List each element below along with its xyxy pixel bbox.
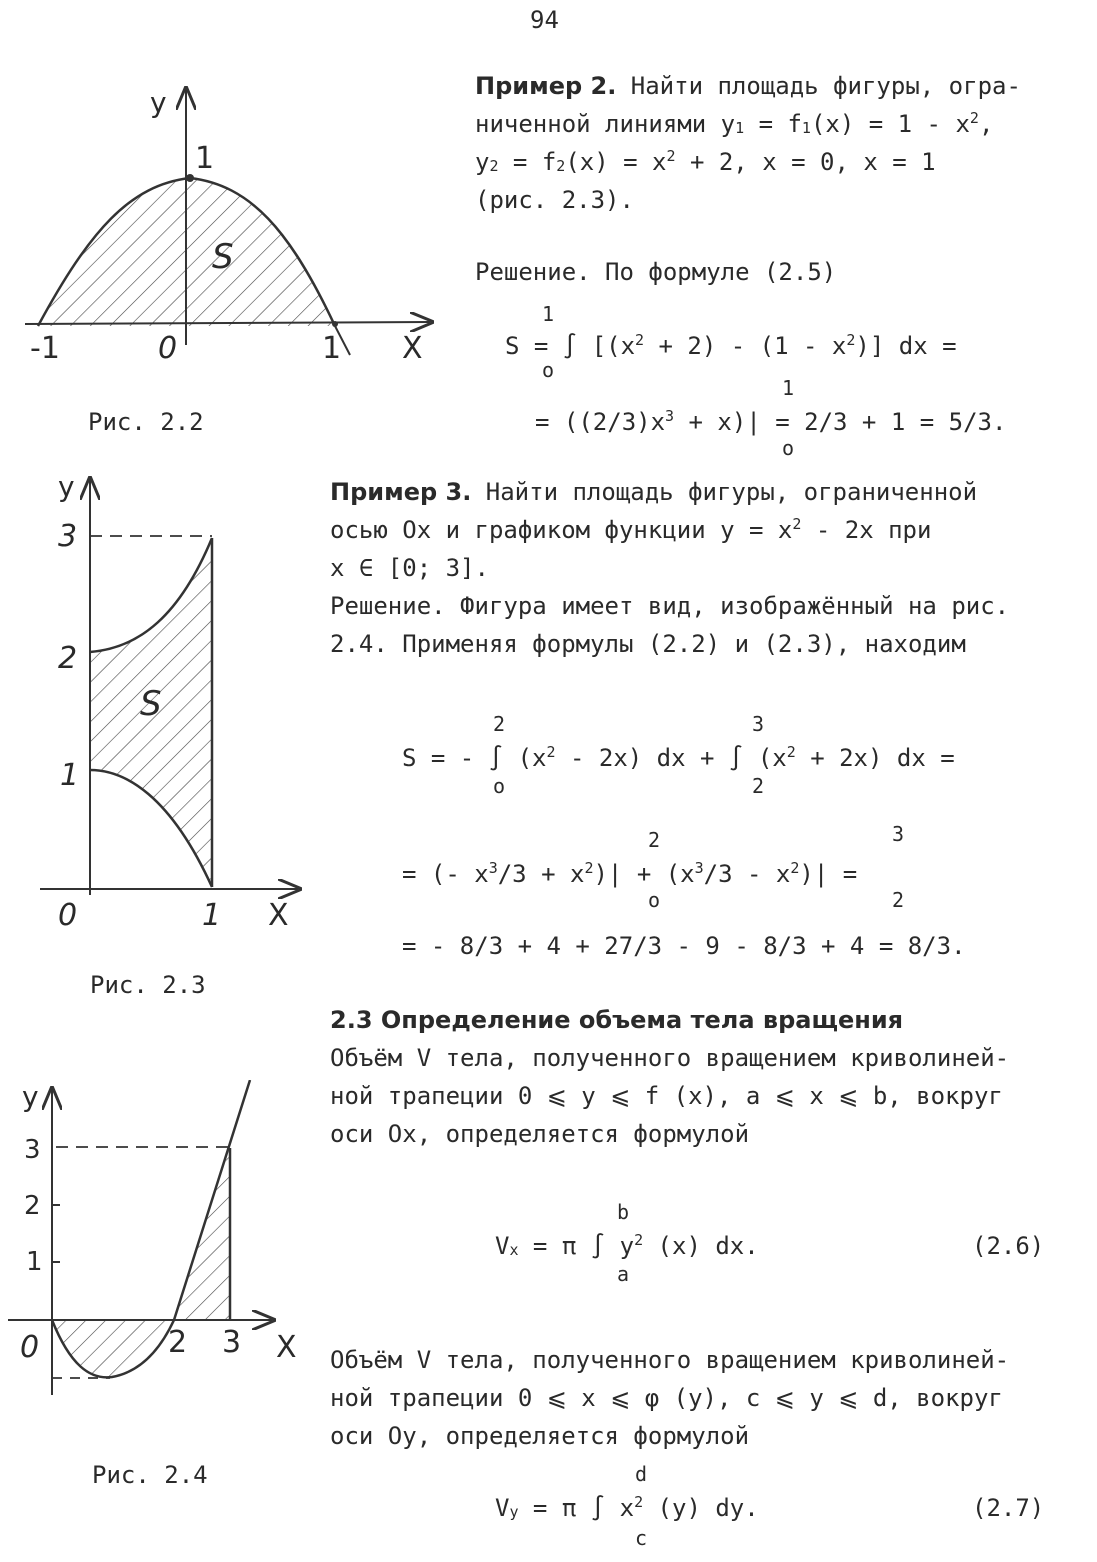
figure-2-2 [0,60,460,380]
limit-lower: o [648,888,661,912]
formula-line: = - 8/3 + 4 + 27/3 - 9 - 8/3 + 4 = 8/3. [402,932,966,960]
text: )| = [799,860,858,888]
paragraph-line: оси Ox, определяется формулой [330,1120,750,1148]
text: + 2, x = 0, x = 1 [675,148,936,176]
text: V [495,1232,510,1260]
text: - 2x) dx + ∫ (x [555,744,787,772]
sup: 2 [634,1231,644,1249]
axis-y-label: y [22,1080,39,1113]
limit-upper: b [617,1200,630,1224]
paragraph-line: ной трапеции 0 ⩽ x ⩽ φ (y), c ⩽ y ⩽ d, вокруг [330,1384,1003,1412]
figure-2-3 [0,465,310,945]
sup: 2 [786,743,796,761]
equation-number: (2.7) [972,1494,1045,1522]
figure-2-4 [0,1080,310,1400]
page-number: 94 [530,6,559,34]
text: )] dx = [855,332,957,360]
limit-upper: 1 [782,376,795,400]
sup: 2 [790,859,800,877]
text: Найти площадь фигуры, огра- [630,72,1021,100]
sub: 2 [556,157,566,175]
text: + x)| = 2/3 + 1 = 5/3. [674,408,1007,436]
text: - 2x при [801,516,932,544]
sub: 2 [489,157,499,175]
limit-upper: 2 [493,712,506,736]
paragraph-line: оси Oy, определяется формулой [330,1422,750,1450]
tick-xm1: -1 [30,331,60,366]
example-2-line-4: (рис. 2.3). [475,186,634,214]
text: /3 - x [703,860,791,888]
axis-x-label: X [276,1330,297,1365]
text: (x) dx. [643,1232,759,1260]
formula-line [505,328,957,364]
sub: y [509,1503,519,1521]
limit-lower: o [493,774,506,798]
paragraph-line: Объём V тела, полученного вращением криволиней- [330,1346,1010,1374]
formula-line [402,856,857,892]
formula-line [535,404,1006,440]
tick-x0: 0 [158,331,178,366]
text: + 2) - (1 - x [644,332,847,360]
example-2-solution: Решение. По формуле (2.5) [475,258,837,286]
axis-y-label: y [58,470,75,503]
limit-lower: a [617,1262,630,1286]
example-3-line-5: 2.4. Применяя формулы (2.2) и (2.3), находим [330,630,966,658]
tick-y3: 3 [58,519,78,554]
limit-upper: d [635,1462,648,1486]
text: = f [498,148,557,176]
axis-x-label: X [402,331,423,366]
sup: 3 [665,407,675,425]
limit-upper: 1 [542,302,555,326]
example-2-line-3 [475,144,936,180]
text: S = ∫ [(x [505,332,636,360]
limit-lower: o [542,358,555,382]
text: = π ∫ x [518,1494,635,1522]
example-3-line-4: Решение. Фигура имеет вид, изображённый на рис. [330,592,1010,620]
text: осью Ox и графиком функции y = x [330,516,793,544]
paragraph-line: ной трапеции 0 ⩽ y ⩽ f (x), a ⩽ x ⩽ b, вокруг [330,1082,1003,1110]
sup: 2 [634,1493,644,1511]
axis-x-label: X [268,898,289,933]
caption-fig-2-2: Рис. 2.2 [88,408,204,436]
example-2-line-2 [475,106,993,142]
equation-number: (2.6) [972,1232,1045,1260]
limit-upper: 2 [648,828,661,852]
tick-x3: 3 [222,1325,242,1360]
tick-x0: 0 [58,898,78,933]
tick-x1: 1 [322,331,342,366]
section-heading: 2.3 Определение объема тела вращения [330,1006,904,1034]
text: )| + (x [593,860,695,888]
tick-x0: 0 [20,1330,40,1365]
limit-lower: 2 [892,888,905,912]
tick-y1: 1 [26,1247,43,1277]
text: ниченной линиями y [475,110,736,138]
text: S = - ∫ (x [402,744,547,772]
region-label: S [140,684,162,724]
limit-upper: 3 [892,822,905,846]
sup: 2 [666,147,676,165]
sup: 2 [792,515,802,533]
sup: 2 [969,109,979,127]
sup: 2 [584,859,594,877]
formula-line [495,1228,759,1264]
sup: 2 [635,331,645,349]
tick-y1: 1 [195,141,215,176]
sup: 2 [546,743,556,761]
text: , [978,110,994,138]
sup: 3 [488,859,498,877]
tick-y2: 2 [24,1191,41,1221]
text: = ((2/3)x [535,408,666,436]
example-3-line-2 [330,512,931,548]
text: /3 + x [497,860,585,888]
limit-lower: c [635,1526,648,1550]
example-2-line-1 [475,68,1021,104]
tick-y3: 3 [24,1135,41,1165]
text: Найти площадь фигуры, ограниченной [471,478,978,506]
text: = π ∫ y [518,1232,635,1260]
text: = f [744,110,802,138]
paragraph-line: Объём V тела, полученного вращением криволиней- [330,1044,1010,1072]
example-2-title: Пример 2. [475,72,617,100]
limit-lower: o [782,436,795,460]
sub: x [509,1241,519,1259]
axis-y-label: y [150,86,167,119]
text: (x) = x [565,148,667,176]
text: (x) = 1 - x [810,110,970,138]
example-3-title: Пример 3. [330,478,472,506]
sub: 1 [735,119,745,137]
formula-line [495,1490,759,1526]
example-3-line-1 [330,474,977,510]
text: y [475,148,490,176]
text: = (- x [402,860,489,888]
limit-upper: 3 [752,712,765,736]
caption-fig-2-3: Рис. 2.3 [90,971,206,999]
region-label: S [212,237,234,277]
tick-y1: 1 [60,758,80,793]
sub: 1 [801,119,811,137]
tick-x1: 1 [202,898,222,933]
formula-line [402,740,955,776]
caption-fig-2-4: Рис. 2.4 [92,1461,208,1489]
example-3-line-3: x ∈ [0; 3]. [330,554,489,582]
text: + 2x) dx = [795,744,955,772]
limit-lower: 2 [752,774,765,798]
sup: 3 [694,859,704,877]
sup: 2 [846,331,856,349]
tick-y2: 2 [58,641,78,676]
text: V [495,1494,510,1522]
text: (y) dy. [643,1494,759,1522]
tick-x2: 2 [168,1325,188,1360]
